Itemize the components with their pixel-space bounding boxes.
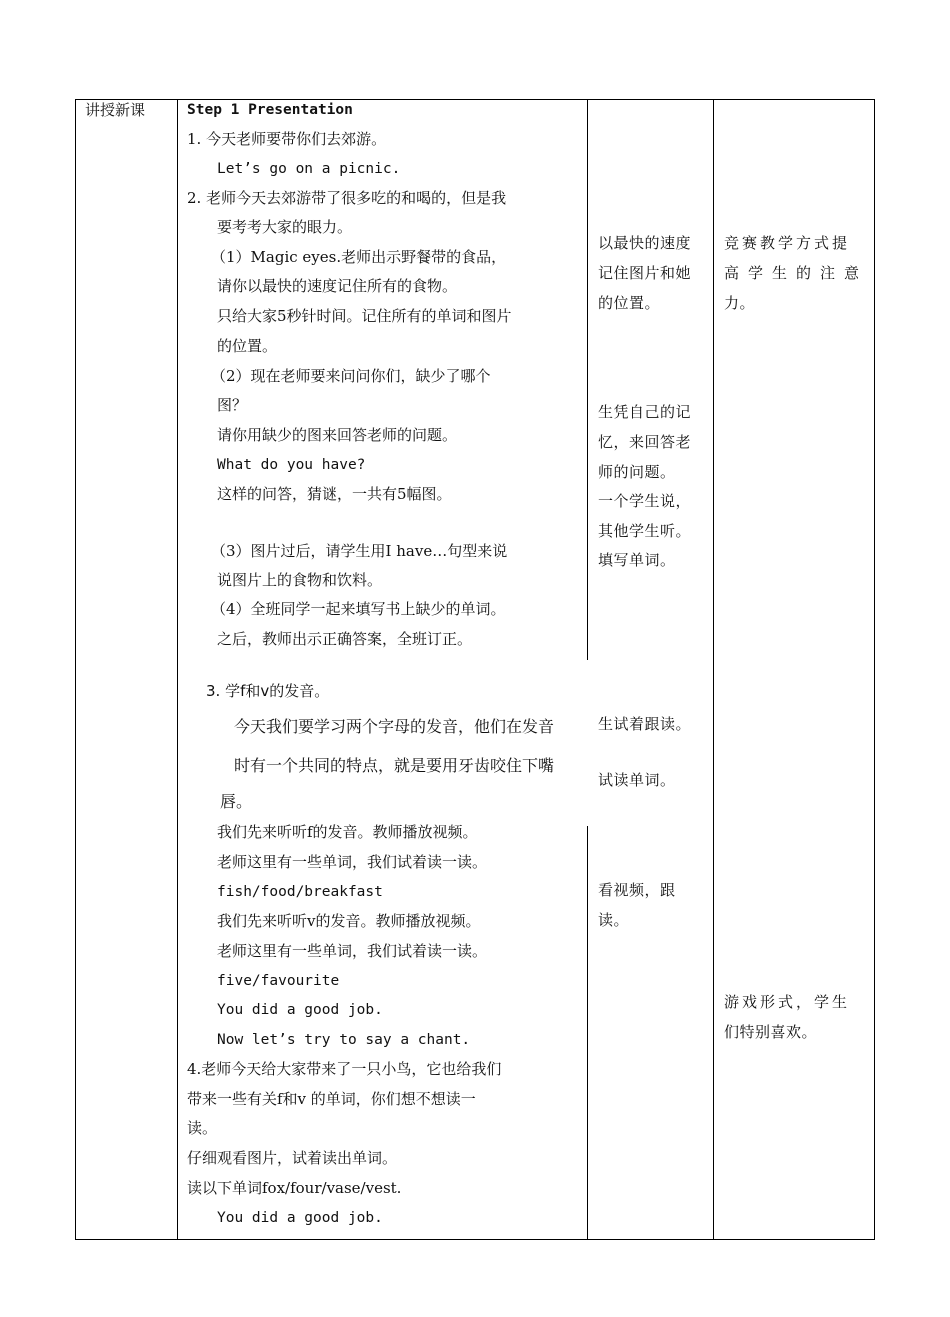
- intent-line: 力。: [724, 294, 756, 312]
- activity-line: 的位置。: [598, 294, 661, 312]
- intent-line: 竞赛教学方式提: [724, 234, 851, 252]
- column-divider-2b: [587, 826, 588, 1239]
- content-line: 老师这里有一些单词，我们试着读一读。: [217, 942, 488, 960]
- intent-line: 游戏形式，学生: [724, 993, 851, 1011]
- content-line: 图？: [217, 396, 248, 414]
- content-line: What do you have?: [217, 457, 366, 473]
- content-line: fish/food/breakfast: [217, 884, 383, 900]
- content-line: （2）现在老师要来问问你们，缺少了哪个: [211, 367, 491, 385]
- content-line: 只给大家5秒针时间。记住所有的单词和图片: [217, 307, 512, 325]
- content-line: 1. 今天老师要带你们去郊游。: [187, 130, 387, 148]
- pasted-image-block: [200, 660, 592, 820]
- content-line: 的位置。: [217, 337, 278, 355]
- content-line: 这样的问答，猜谜，一共有5幅图。: [217, 485, 452, 503]
- activity-line: 师的问题。: [598, 463, 676, 481]
- content-line: （1）Magic eyes.老师出示野餐带的食品，: [211, 248, 507, 266]
- content-line: 之后，教师出示正确答案，全班订正。: [217, 630, 473, 648]
- activity-line: 试读单词。: [598, 771, 676, 789]
- activity-line: 一个学生说，: [598, 492, 692, 510]
- content-line: 要考考大家的眼力。: [217, 218, 353, 236]
- content-line: You did a good job.: [217, 1002, 383, 1018]
- content-line: 我们先来听听f的发音。教师播放视频。: [217, 823, 478, 841]
- content-line: five/favourite: [217, 973, 340, 989]
- intent-line: 高学生的注意: [724, 264, 869, 282]
- content-line: （4）全班同学一起来填写书上缺少的单词。: [211, 600, 506, 618]
- pasted-line: 唇。: [220, 792, 253, 811]
- content-line: 说图片上的食物和饮料。: [217, 571, 383, 589]
- activity-line: 生试着跟读。: [598, 715, 692, 733]
- activity-line: 以最快的速度: [598, 234, 692, 252]
- content-line: 4.老师今天给大家带来了一只小鸟，它也给我们: [187, 1060, 502, 1078]
- content-line: 2. 老师今天去郊游带了很多吃的和喝的，但是我: [187, 189, 507, 207]
- content-line: 请你用缺少的图来回答老师的问题。: [217, 426, 458, 444]
- column-divider-2a: [587, 100, 588, 661]
- activity-line: 记住图片和她: [598, 264, 692, 282]
- content-line: You did a good job.: [217, 1210, 383, 1226]
- activity-line: 其他学生听。: [598, 522, 692, 540]
- activity-line: 忆，来回答老: [598, 433, 692, 451]
- content-line: 读以下单词fox/four/vase/vest.: [187, 1179, 402, 1197]
- content-line: 老师这里有一些单词，我们试着读一读。: [217, 853, 488, 871]
- pasted-line: 今天我们要学习两个字母的发音，他们在发音: [234, 717, 555, 736]
- activity-line: 填写单词。: [598, 551, 676, 569]
- pasted-line: 时有一个共同的特点，就是要用牙齿咬住下嘴: [234, 756, 555, 775]
- content-line: Let’s go on a picnic.: [217, 161, 401, 177]
- activity-line: 生凭自己的记: [598, 403, 692, 421]
- intent-line: 们特别喜欢。: [724, 1023, 818, 1041]
- column-divider-1: [177, 100, 178, 1239]
- content-line: 读。: [187, 1119, 218, 1137]
- content-line: 仔细观看图片，试着读出单词。: [187, 1149, 398, 1167]
- activity-line: 看视频，跟: [598, 881, 676, 899]
- activity-line: 读。: [598, 911, 630, 929]
- column-divider-3: [713, 100, 714, 1239]
- content-line: Now let’s try to say a chant.: [217, 1032, 471, 1048]
- content-line: 我们先来听听v的发音。教师播放视频。: [217, 912, 481, 930]
- section-label: 讲授新课: [85, 101, 146, 119]
- step-title: Step 1 Presentation: [187, 102, 353, 118]
- content-line: （3）图片过后，请学生用I have…句型来说: [211, 542, 508, 560]
- content-line: 请你以最快的速度记住所有的食物。: [217, 277, 458, 295]
- content-line: 带来一些有关f和v 的单词，你们想不想读一: [187, 1090, 476, 1108]
- pasted-heading: 3. 学f和v的发音。: [206, 682, 330, 700]
